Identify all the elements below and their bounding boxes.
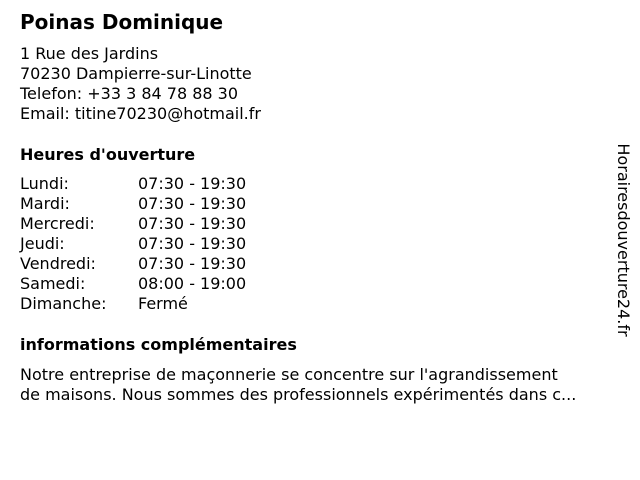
day-hours: 07:30 - 19:30 (138, 174, 247, 193)
day-label: Dimanche: (20, 294, 107, 313)
day-label: Mercredi: (20, 214, 95, 233)
street-address: 1 Rue des Jardins (20, 44, 159, 63)
day-hours: 07:30 - 19:30 (138, 194, 247, 213)
info-line: Notre entreprise de maçonnerie se concentre sur l'agrandissement (20, 365, 558, 384)
additional-info-heading: informations complémentaires (20, 335, 297, 354)
business-name: Poinas Dominique (20, 10, 224, 34)
site-watermark: Horairesdouverture24.fr (614, 143, 633, 337)
day-hours: 07:30 - 19:30 (138, 214, 247, 233)
info-line: de maisons. Nous sommes des professionnels expérimentés dans c... (20, 385, 577, 404)
day-label: Mardi: (20, 194, 70, 213)
phone-number: Telefon: +33 3 84 78 88 30 (20, 84, 239, 103)
additional-info-text (20, 365, 576, 405)
address-block (20, 44, 261, 124)
opening-hours-heading: Heures d'ouverture (20, 145, 196, 164)
day-label: Vendredi: (20, 254, 96, 273)
day-label: Jeudi: (20, 234, 65, 253)
day-hours: 07:30 - 19:30 (138, 234, 247, 253)
city-address: 70230 Dampierre-sur-Linotte (20, 64, 252, 83)
day-label: Lundi: (20, 174, 69, 193)
day-label: Samedi: (20, 274, 86, 293)
day-hours: Fermé (138, 294, 188, 313)
day-hours: 07:30 - 19:30 (138, 254, 247, 273)
day-hours: 08:00 - 19:00 (138, 274, 247, 293)
email-address: Email: titine70230@hotmail.fr (20, 104, 261, 123)
